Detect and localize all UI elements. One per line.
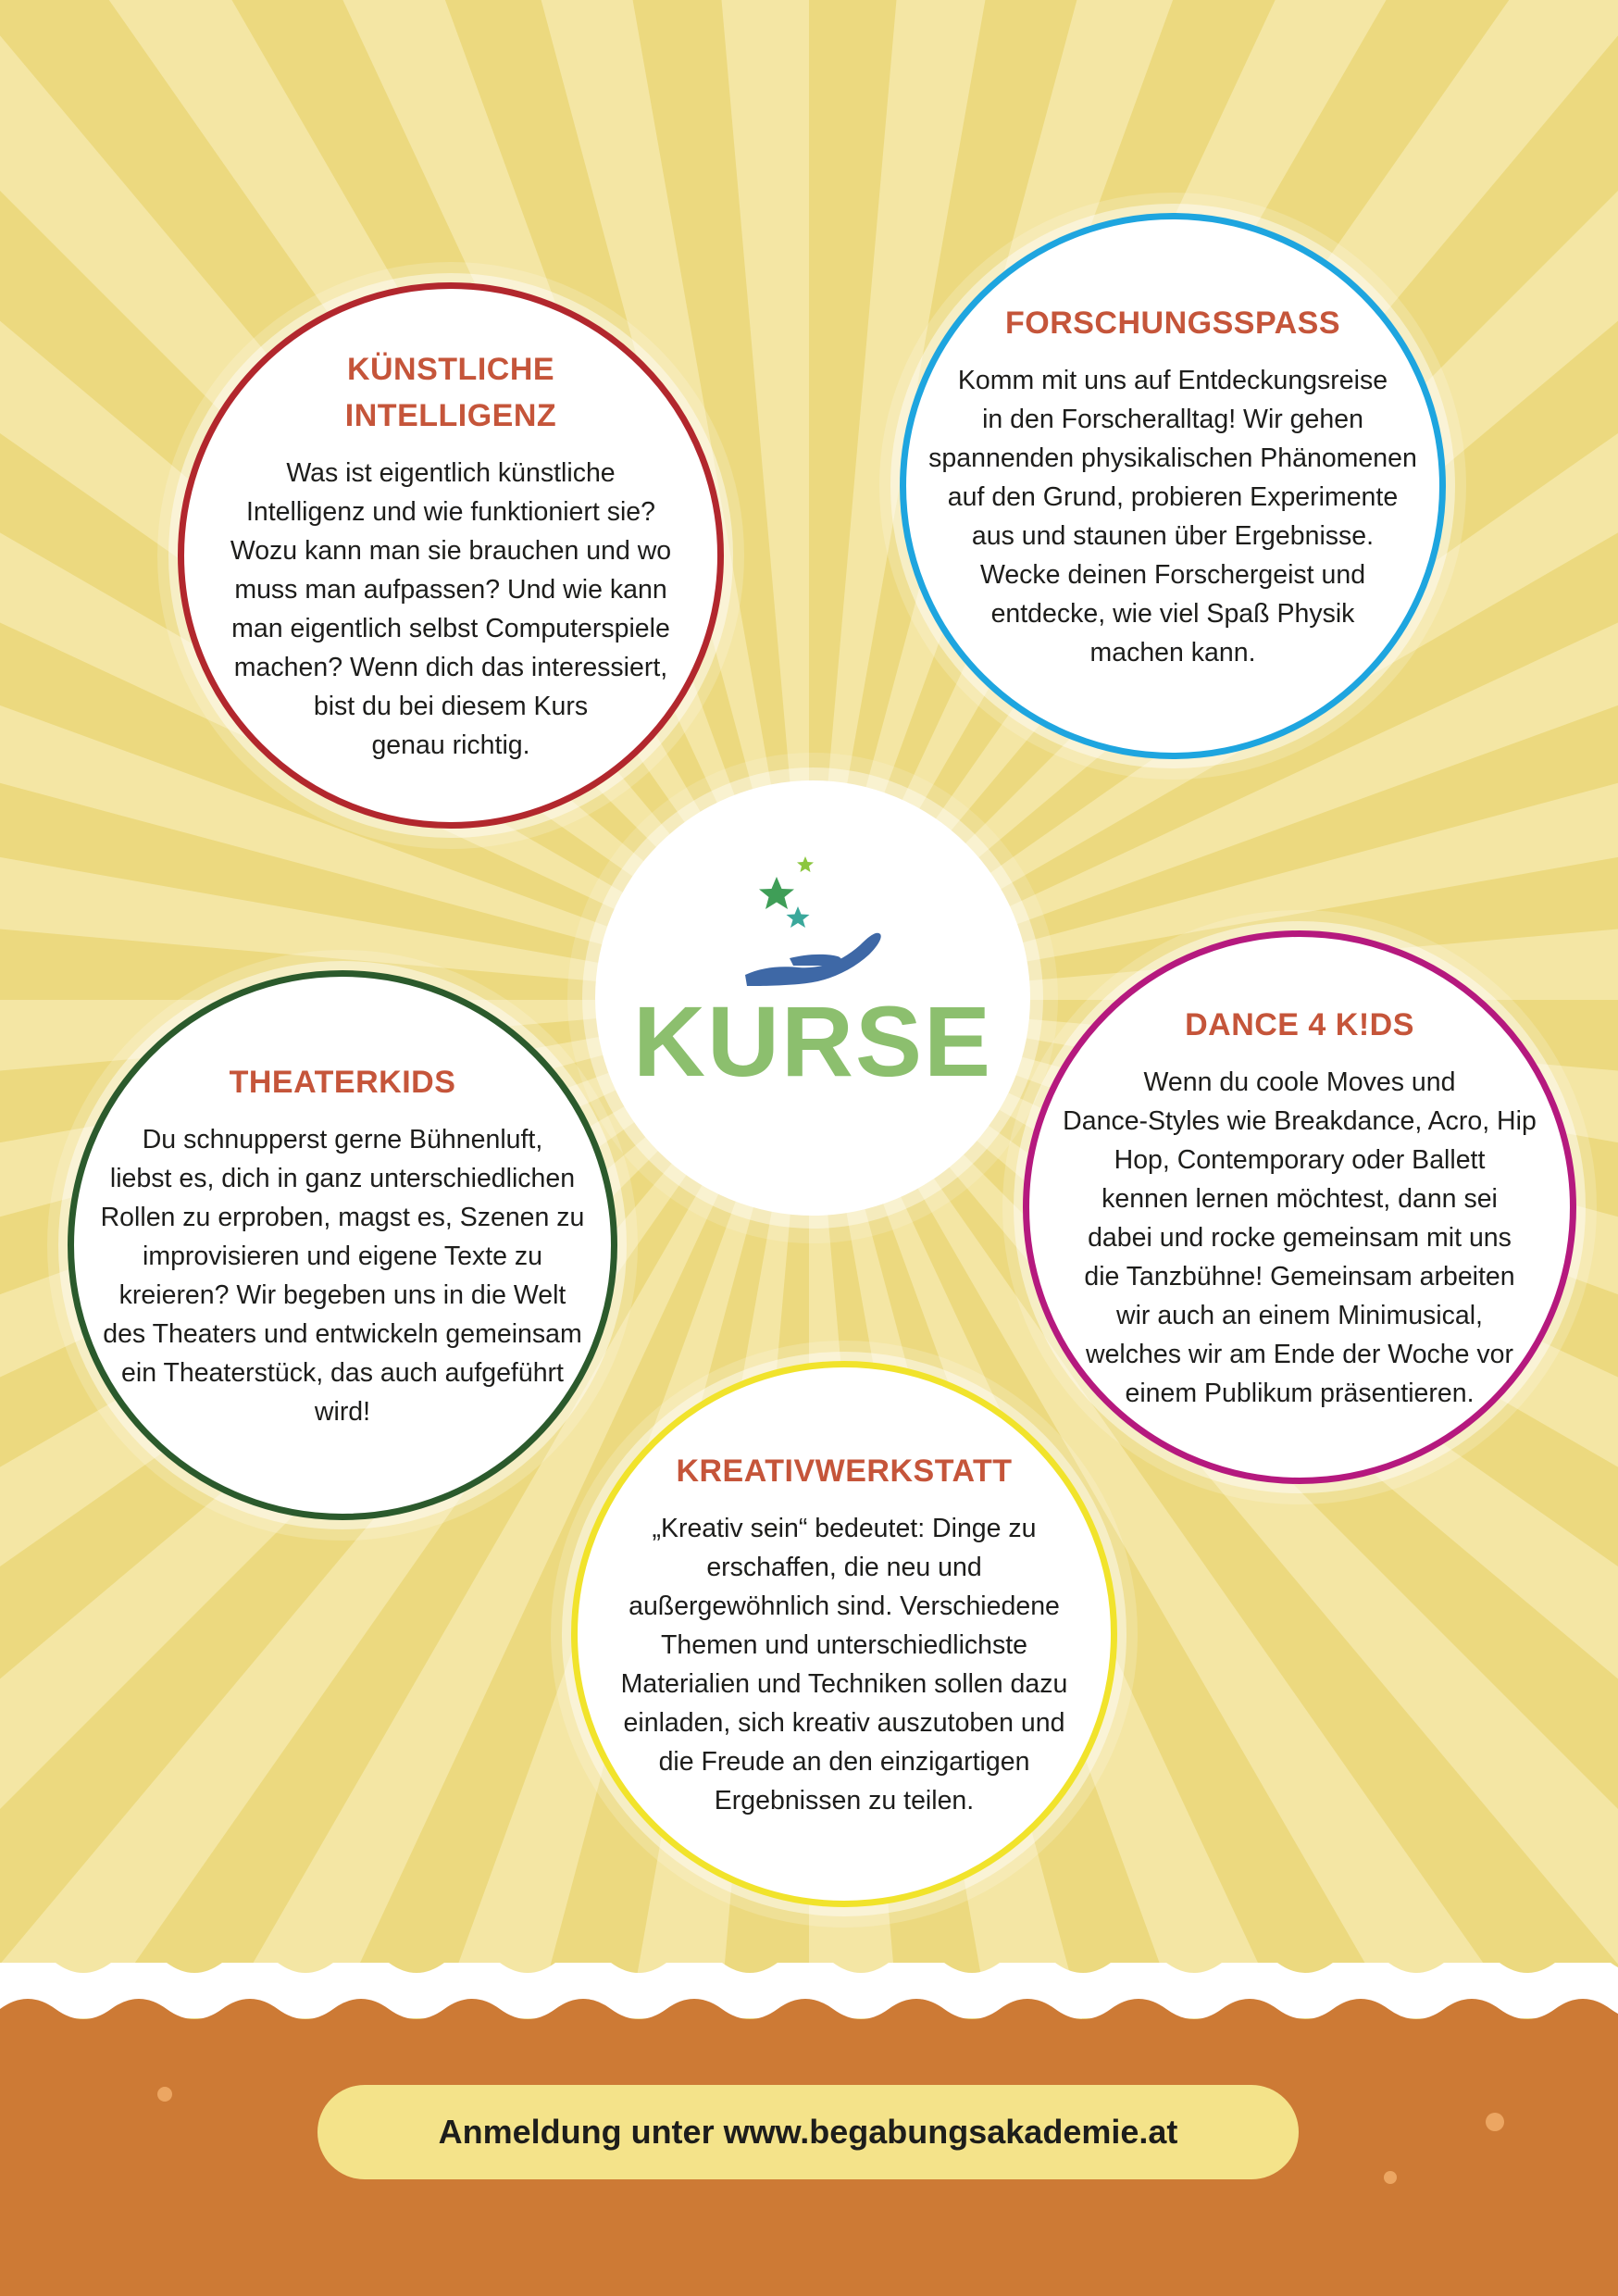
open-hand-icon [745,933,881,986]
course-text-dance-4-kids: Wenn du coole Moves und Dance-Styles wie Breakdance, Acro, Hip Hop, Contemporary oder Ballett kennen lernen möchtest, dann sei dabei und rocke gemeinsam mit uns die Tanzbühne! Gemeinsam arbeiten wir auch an einem Minimusical, welches wir am Ende der Woche vor einem Publikum präsentieren. [1063,1067,1537,1408]
course-text-kuenstliche-intelligenz: Was ist eigentlich künstliche Intelligenz und wie funktioniert sie? Wozu kann man sie brauchen und wo muss man aufpassen? Und wie kann man eigentlich selbst Computerspiele machen? Wenn dich das interessiert, bist du bei diesem Kurs genau richtig. [230,458,672,760]
footer-dot [1384,2171,1397,2184]
course-text-kreativwerkstatt: „Kreativ sein“ bedeutet: Dinge zu erschaffen, die neu und außergewöhnlich sind. Verschiedene Themen und unterschiedlichste Materialien und Techniken sollen dazu einladen, sich kreativ auszutoben und die Freude an den einzigartigen Ergebnissen zu teilen. [620,1514,1068,1816]
kurse-title: KURSE [632,985,993,1097]
center-circle [595,780,1030,1216]
footer-dot [1486,2113,1504,2131]
footer-dot [157,2087,172,2102]
star-icon-large [759,877,794,909]
course-text-theaterkids: Du schnupperst gerne Bühnenluft, liebst es, dich in ganz unterschiedlichen Rollen zu erproben, magst es, Szenen zu improvisieren und eigene Texte zu kreieren? Wir begeben uns in die Welt des Theaters und entwickeln gemeinsam ein Theaterstück, das auch aufgeführt wird! [100,1125,585,1427]
course-text-forschungsspass: Komm mit uns auf Entdeckungsreise in den Forscheralltag! Wir gehen spannenden physikalischen Phänomenen auf den Grund, probieren Experimente aus und staunen über Ergebnisse. Wecke deinen Forschergeist und entdecke, wie viel Spaß Physik machen kann. [928,366,1417,668]
course-title-forschungsspass: FORSCHUNGSSPASS [1004,306,1341,341]
course-circle-dance-4-kids [1023,930,1576,1484]
course-title-kuenstliche-intelligenz: KÜNSTLICHE INTELLIGENZ [344,352,557,433]
course-circle-kuenstliche-intelligenz [178,282,724,829]
star-icon-small [797,856,814,872]
course-title-kreativwerkstatt: KREATIVWERKSTATT [676,1454,1013,1489]
course-title-theaterkids: THEATERKIDS [229,1065,456,1100]
course-title-dance-4-kids: DANCE 4 K!DS [1185,1007,1414,1042]
course-circle-kreativwerkstatt [571,1361,1117,1907]
registration-cta-banner: Anmeldung unter www.begabungsakademie.at [317,2085,1299,2179]
course-circle-forschungsspass [900,213,1446,759]
star-icon-medium [787,906,810,928]
course-circle-theaterkids [68,970,617,1520]
hand-with-stars-logo-icon [734,817,891,993]
